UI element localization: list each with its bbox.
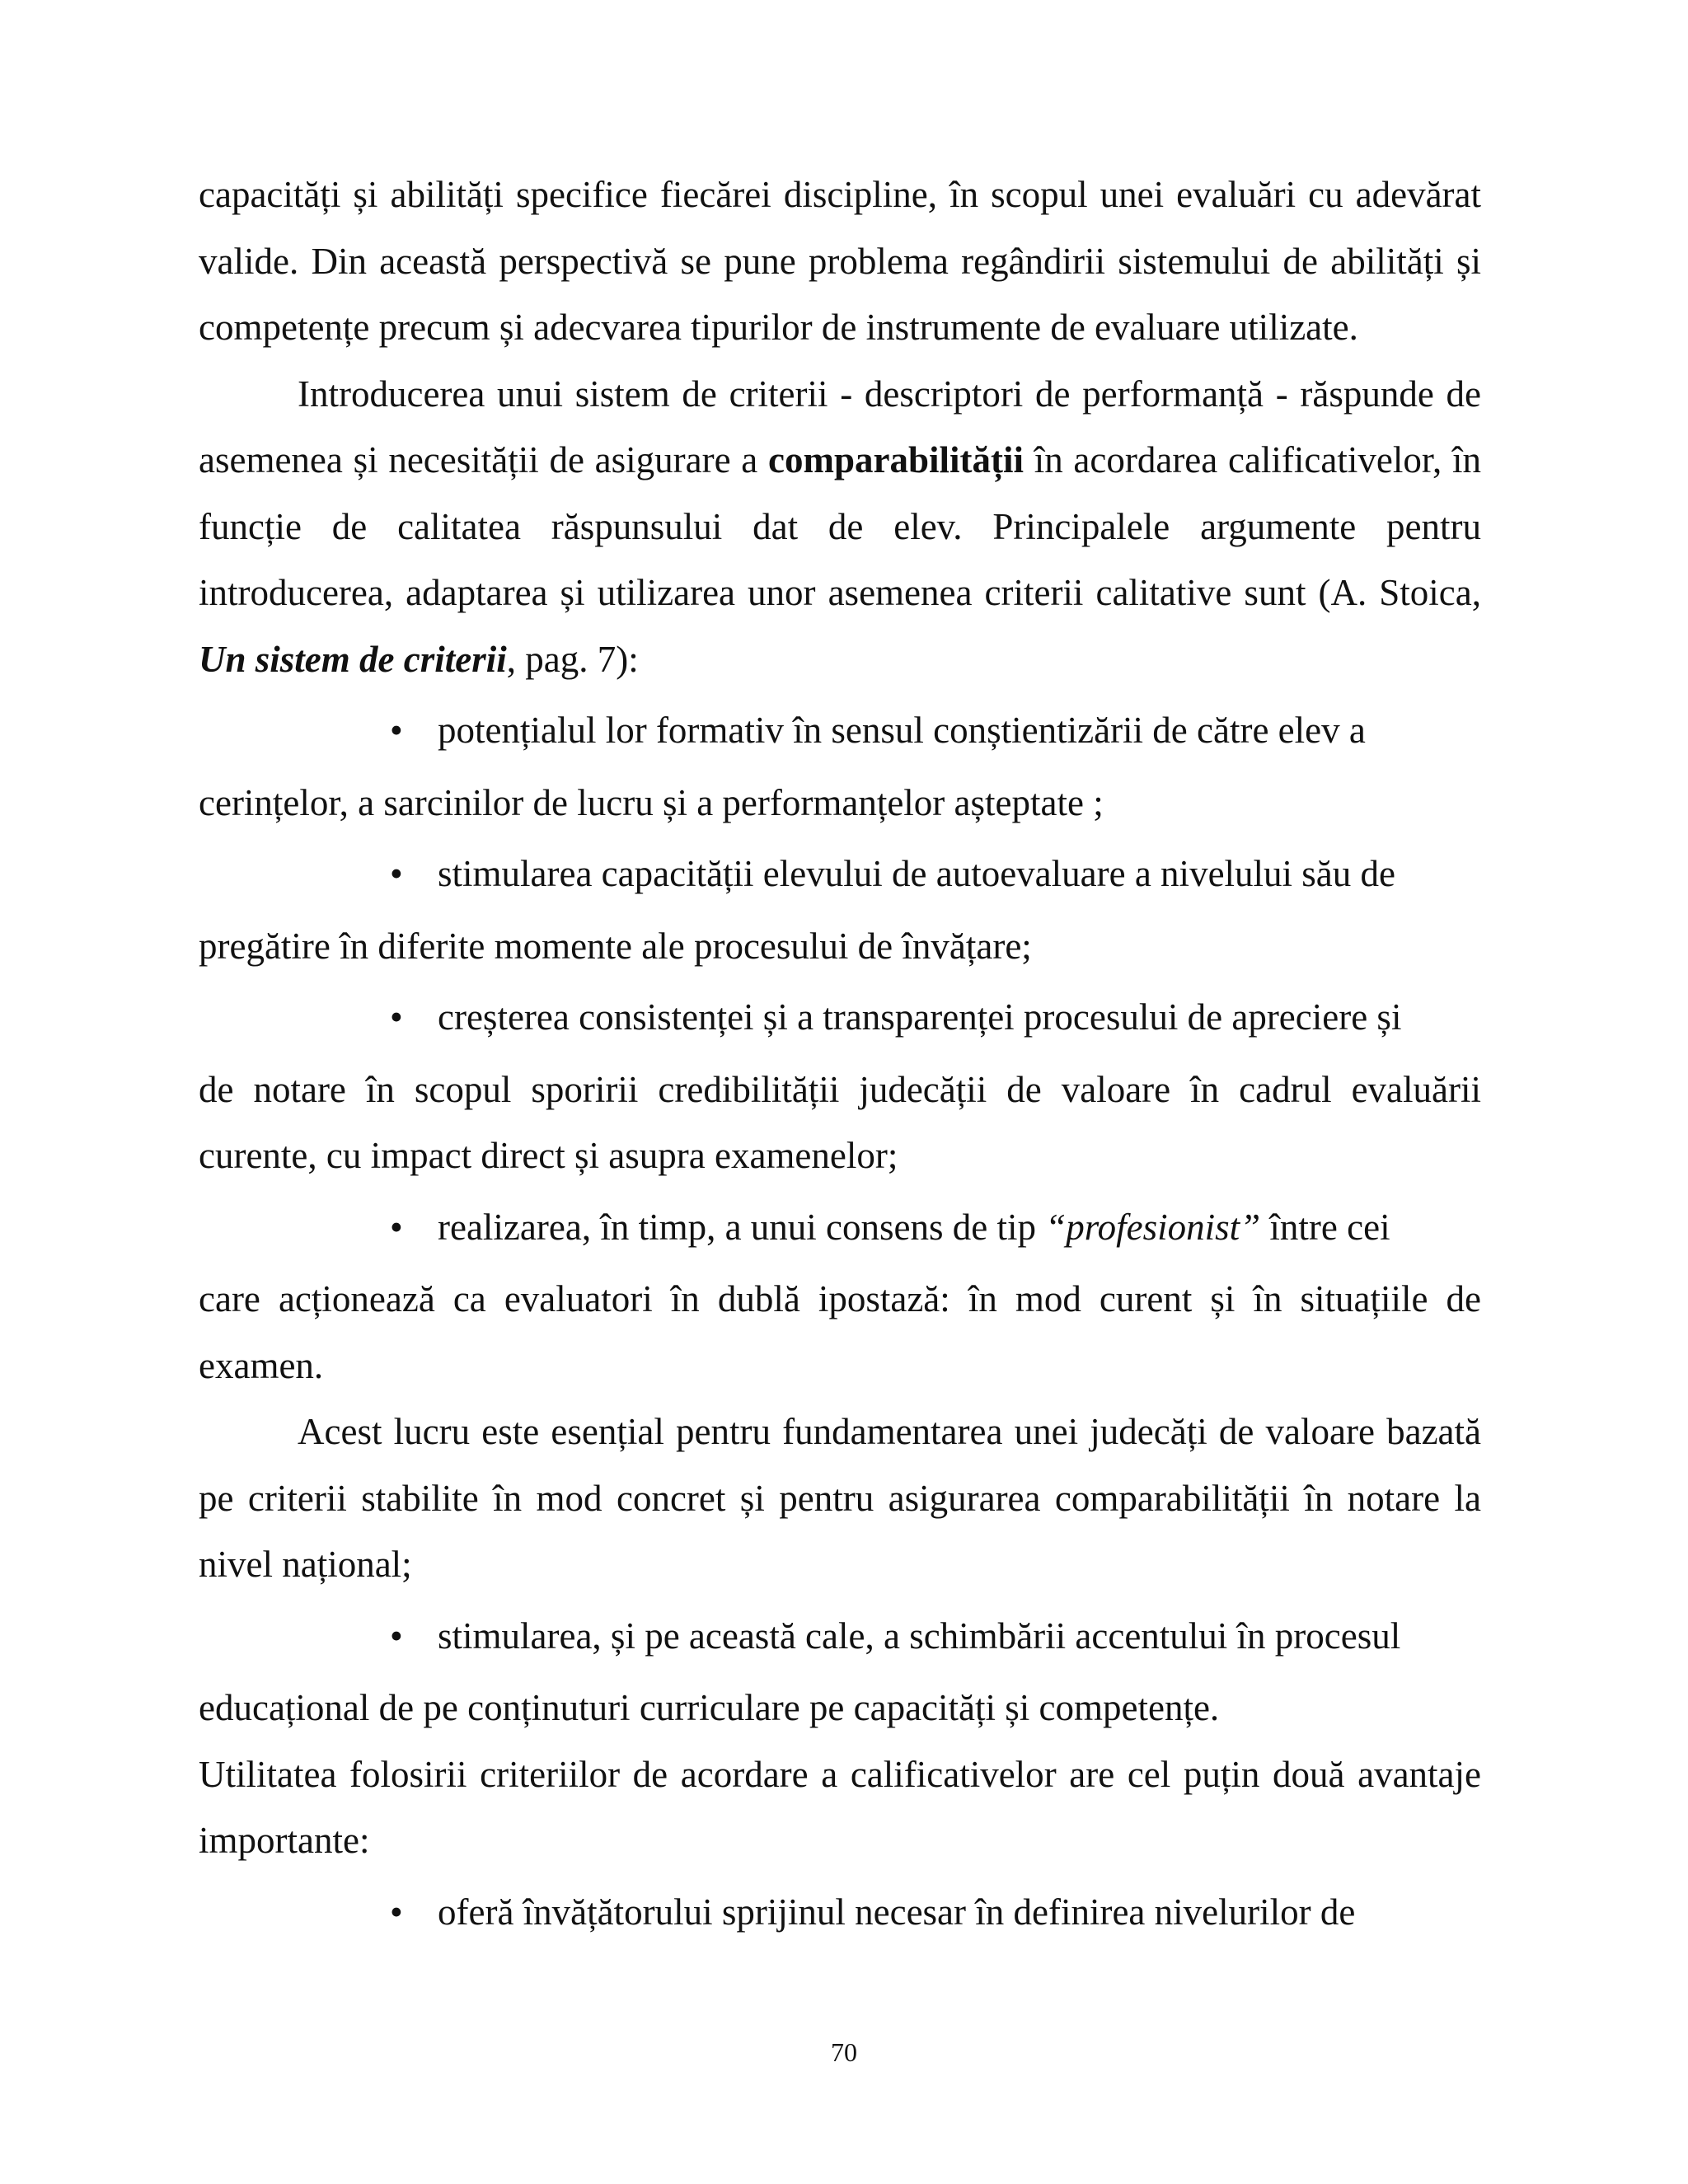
paragraph-2	[199, 361, 1481, 693]
bullet-item-4	[199, 1194, 1481, 1261]
bullet-icon: •	[390, 1891, 403, 1933]
bullet-3-continuation: de notare în scopul sporirii credibilității judecății de valoare în cadrul evaluării curente, cu impact direct și asupra examenelor;	[199, 1068, 1481, 1176]
bullet-item-6	[199, 1879, 1481, 1946]
paragraph-3: Acest lucru este esențial pentru fundamentarea unei judecăți de valoare bazată pe criterii stabilite în mod concret și pentru asigurarea comparabilității în notare la nivel național;	[199, 1411, 1481, 1585]
bullet-2-text: stimularea capacității elevului de autoevaluare a nivelului său de	[438, 853, 1396, 894]
bullet-5-continuation: educațional de pe conținuturi curriculare pe capacități și competențe.	[199, 1687, 1220, 1728]
bullet-item-5	[199, 1603, 1481, 1670]
bullet-4-text	[390, 1194, 1390, 1261]
bullet-item-3	[199, 984, 1481, 1051]
page-number: 70	[831, 2037, 857, 2067]
bullet-4-text-a: realizarea, în timp, a unui consens de tip	[438, 1206, 1046, 1248]
bullet-1-text: potențialul lor formativ în sensul conștientizării de către elev a	[438, 710, 1366, 751]
bullet-1-continuation: cerințelor, a sarcinilor de lucru și a performanțelor așteptate ;	[199, 781, 1104, 823]
paragraph-2-part1: Introducerea unui sistem de criterii - descriptori de performanță - răspunde de asemenea și necesității de asigurare a	[199, 373, 1481, 480]
bullet-item-1	[199, 697, 1481, 764]
paragraph-1: capacități și abilități specifice fiecărei discipline, în scopul unei evaluări cu adevărat valide. Din această perspectivă se pune problema regândirii sistemului de abilități și competențe precum și adecvarea tipurilor de instrumente de evaluare utilizate.	[199, 174, 1481, 348]
bullet-5-text: stimularea, și pe această cale, a schimbării accentului în procesul	[438, 1615, 1401, 1657]
bullet-4-text-b: între cei	[1260, 1206, 1390, 1248]
paragraph-2-part3: , pag. 7):	[506, 638, 639, 680]
paragraph-4: Utilitatea folosirii criteriilor de acordare a calificativelor are cel puțin două avantaje importante:	[199, 1753, 1481, 1861]
bullet-4-italic: “profesionist”	[1045, 1206, 1261, 1248]
bullet-icon: •	[390, 1206, 403, 1248]
bullet-2-continuation: pregătire în diferite momente ale procesului de învățare;	[199, 925, 1032, 967]
cited-title: Un sistem de criterii	[199, 638, 507, 680]
bullet-6-text: oferă învățătorului sprijinul necesar în definirea nivelurilor de	[438, 1891, 1356, 1933]
bold-term: comparabilității	[768, 439, 1024, 480]
bullet-icon: •	[390, 1615, 403, 1657]
bullet-icon: •	[390, 996, 403, 1038]
bullet-icon: •	[390, 710, 403, 751]
bullet-item-2	[199, 841, 1481, 907]
bullet-icon: •	[390, 853, 403, 894]
bullet-4-continuation: care acționează ca evaluatori în dublă ipostază: în mod curent și în situațiile de examen.	[199, 1278, 1481, 1386]
body-text	[199, 162, 1481, 1945]
paragraph-2-part2: în acordarea calificativelor, în funcție de calitatea răspunsului dat de elev. Principalele argumente pentru introducerea, adaptarea și utilizarea unor asemenea criterii calitative sunt (A. Stoica,	[199, 439, 1481, 613]
bullet-3-text: creșterea consistenței și a transparenței procesului de apreciere și	[438, 996, 1402, 1038]
